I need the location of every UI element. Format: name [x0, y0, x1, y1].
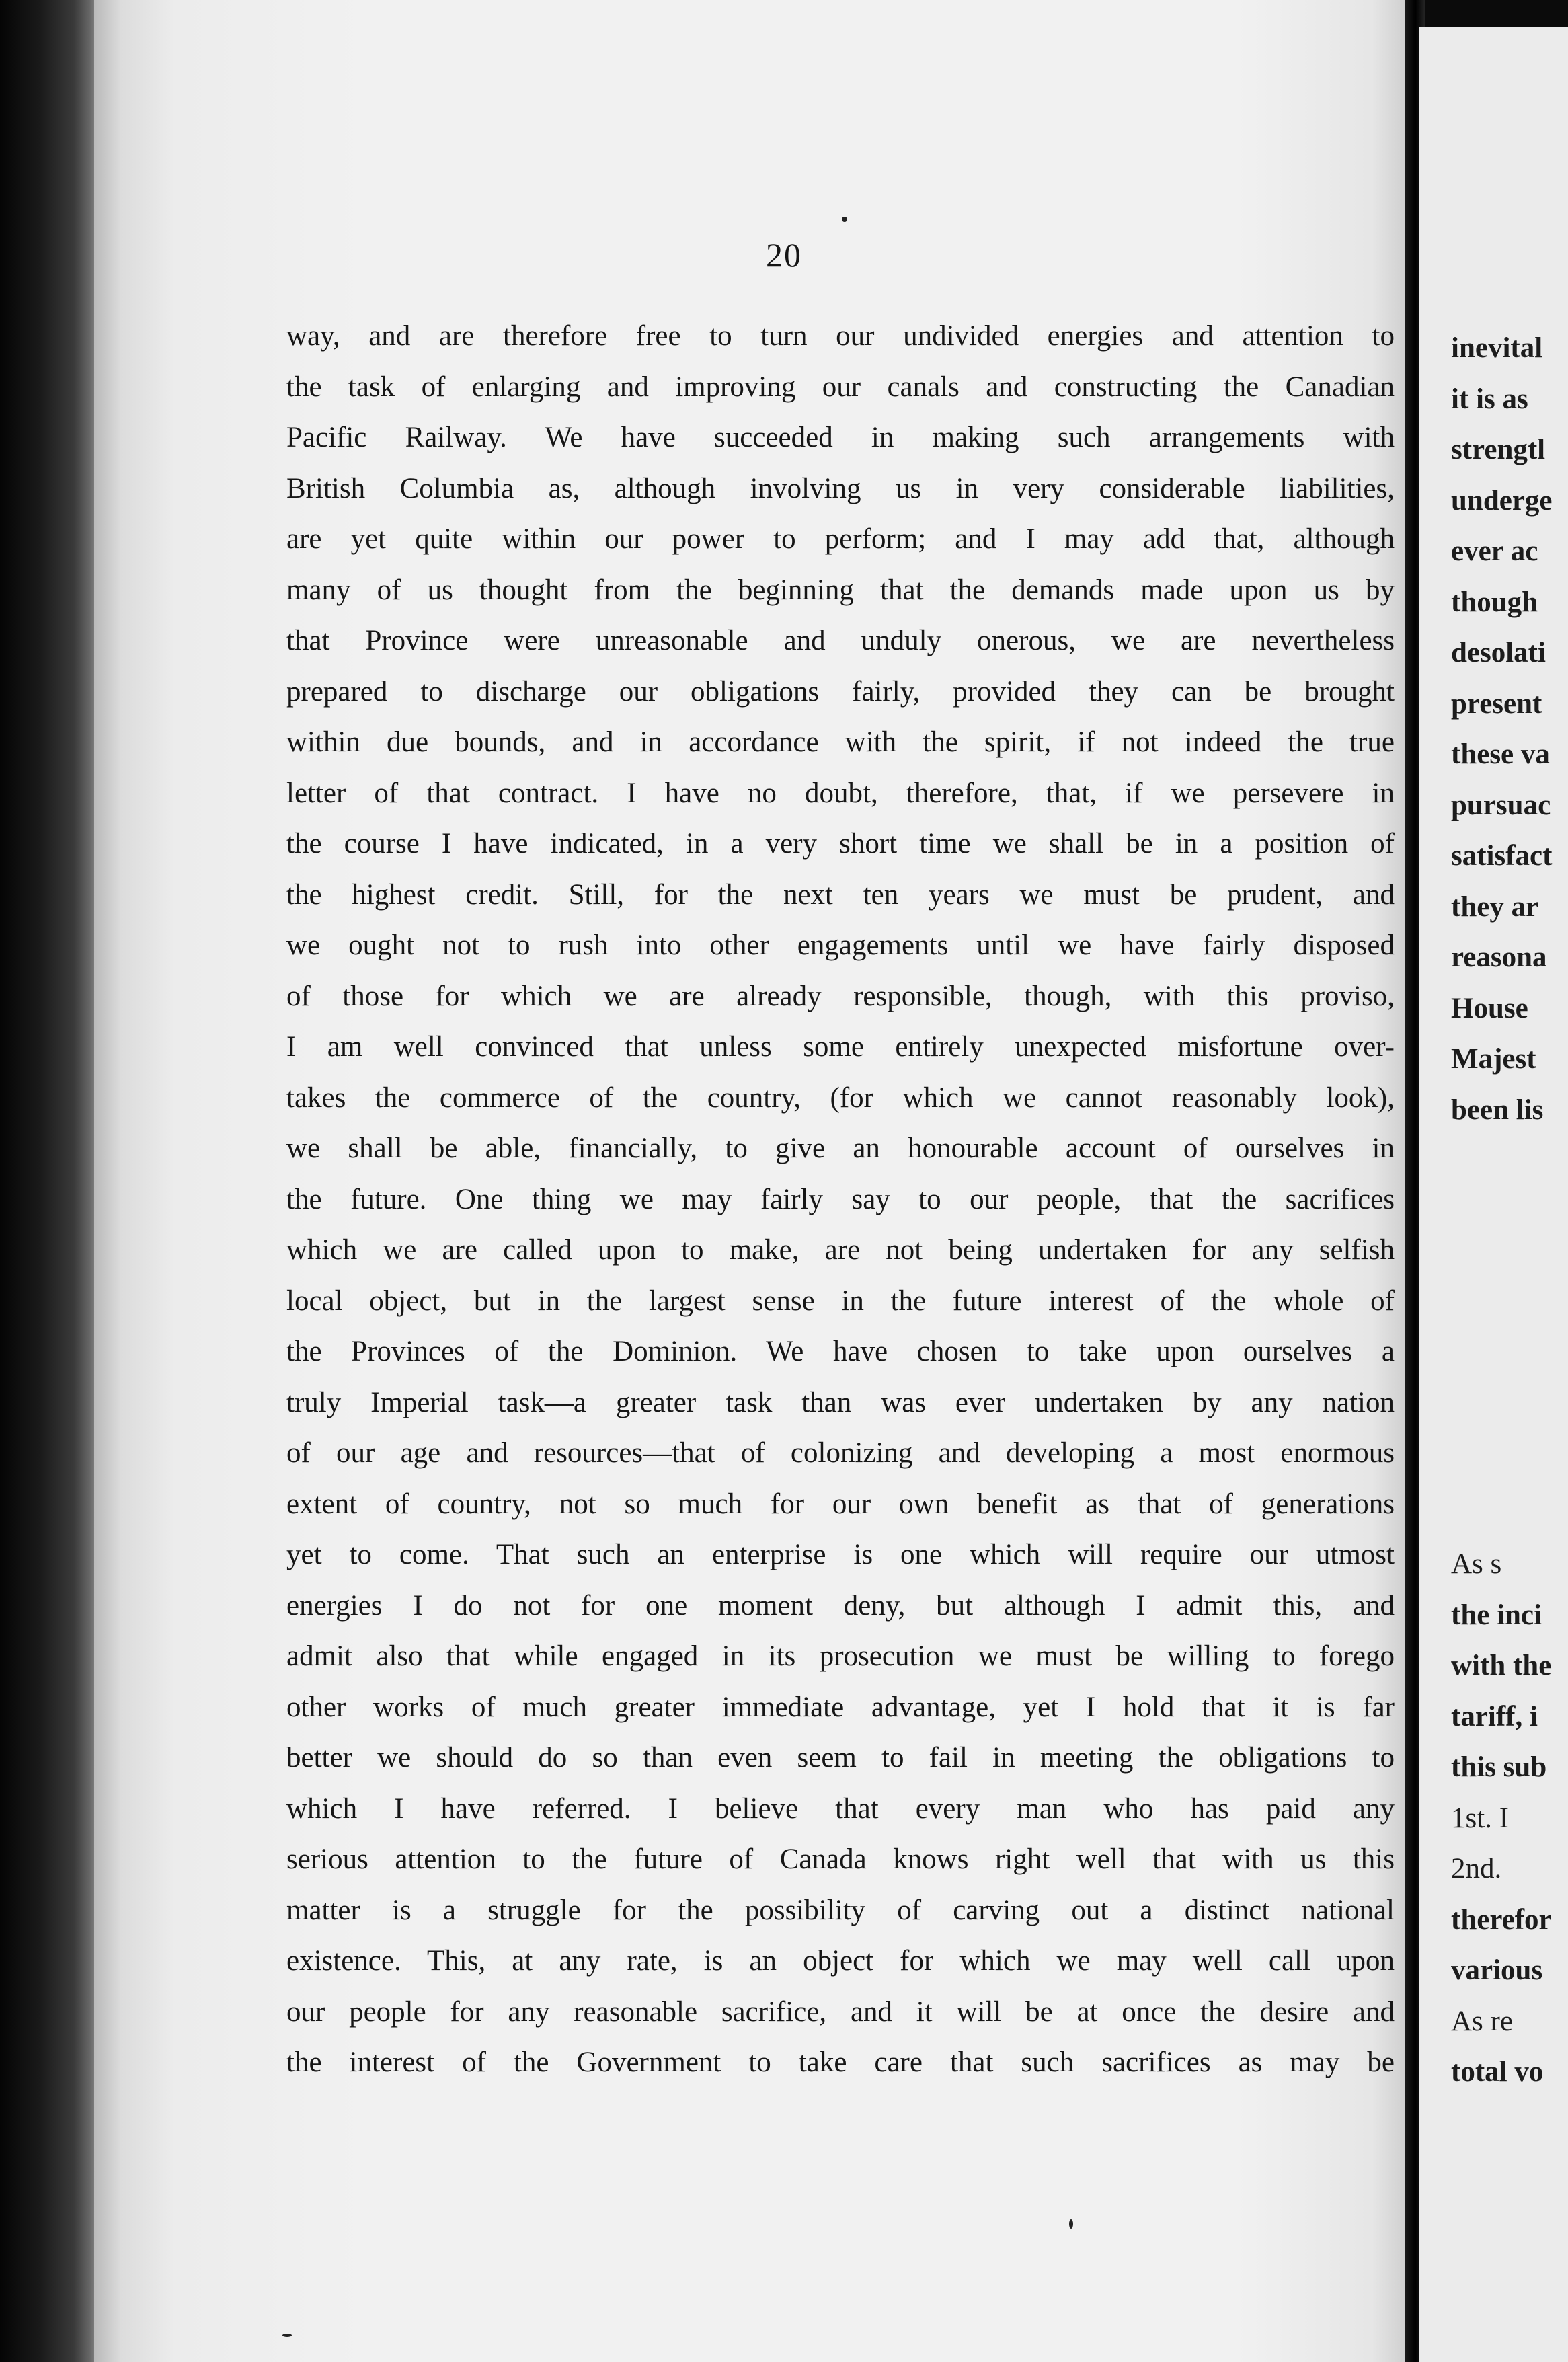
body-text	[286, 311, 1395, 2088]
facing-page-bottom-text	[1419, 1539, 1568, 2098]
facing-line: this sub	[1451, 1751, 1547, 1783]
facing-line: Majest	[1451, 1043, 1536, 1075]
facing-line: reasona	[1451, 942, 1547, 973]
body-text-line: admit also that while engaged in its prosecution we must be willing to forego	[286, 1640, 1395, 1672]
facing-line: 1st. I	[1451, 1802, 1509, 1834]
facing-line: these va	[1451, 738, 1550, 770]
facing-line: As s	[1451, 1548, 1502, 1580]
body-text-line: extent of country, not so much for our own benefit as that of generations	[286, 1488, 1395, 1520]
body-text-line: prepared to discharge our obligations fairly, provided they can be brought	[286, 675, 1395, 708]
body-text-line: matter is a struggle for the possibility of carving out a distinct national	[286, 1894, 1395, 1926]
body-text-line: the course I have indicated, in a very short time we shall be in a position of	[286, 828, 1395, 860]
facing-line: ever ac	[1451, 535, 1538, 567]
facing-line: As re	[1451, 2005, 1513, 2037]
facing-line: various	[1451, 1954, 1543, 1986]
body-text-line: better we should do so than even seem to fail in meeting the obligations to	[286, 1742, 1395, 1774]
facing-line: the inci	[1451, 1599, 1542, 1631]
facing-line: present	[1451, 687, 1542, 720]
body-text-line: way, and are therefore free to turn our undivided energies and attention to	[286, 320, 1395, 352]
body-text-line: that Province were unreasonable and unduly onerous, we are nevertheless	[286, 625, 1395, 656]
facing-line: they ar	[1451, 890, 1539, 923]
body-text-line: the interest of the Government to take care that such sacrifices as may be	[286, 2047, 1395, 2078]
body-text-line: we ought not to rush into other engagements until we have fairly disposed	[286, 929, 1395, 961]
body-text-line: I am well convinced that unless some entirely unexpected misfortune over-	[286, 1031, 1395, 1063]
facing-line: therefor	[1451, 1903, 1552, 1936]
facing-line: pursuac	[1451, 789, 1551, 821]
body-text-line: of those for which we are already responsible, though, with this proviso,	[286, 980, 1395, 1012]
facing-line: total vo	[1451, 2056, 1544, 2088]
facing-line: desolati	[1451, 637, 1546, 669]
body-text-line: the Provinces of the Dominion. We have chosen to take upon ourselves a	[286, 1336, 1395, 1367]
body-text-line: the future. One thing we may fairly say to our people, that the sacrifices	[286, 1183, 1395, 1215]
facing-line: tariff, i	[1451, 1700, 1538, 1732]
body-text-line: energies I do not for one moment deny, but although I admit this, and	[286, 1589, 1395, 1622]
facing-line: it is as	[1451, 383, 1528, 415]
facing-line: though	[1451, 586, 1538, 618]
body-text-line: yet to come. That such an enterprise is one which will require our utmost	[286, 1539, 1395, 1570]
page-number: 20	[766, 236, 802, 274]
facing-line: underge	[1451, 484, 1553, 517]
facing-line: been lis	[1451, 1094, 1544, 1126]
body-text-line: which I have referred. I believe that every man who has paid any	[286, 1792, 1395, 1825]
facing-page	[1419, 27, 1568, 2362]
body-text-line: other works of much greater immediate advantage, yet I hold that it is far	[286, 1691, 1395, 1723]
body-text-line: are yet quite within our power to perform; and I may add that, although	[286, 523, 1395, 555]
body-text-line: truly Imperial task—a greater task than was ever undertaken by any nation	[286, 1386, 1395, 1418]
facing-line: 2nd.	[1451, 1853, 1502, 1884]
facing-page-top-text	[1419, 323, 1568, 1135]
body-text-line: takes the commerce of the country, (for which we cannot reasonably look),	[286, 1081, 1395, 1114]
facing-line: House	[1451, 992, 1528, 1024]
body-text-line: letter of that contract. I have no doubt, therefore, that, if we persevere in	[286, 777, 1395, 809]
body-text-line: the task of enlarging and improving our canals and constructing the Canadian	[286, 371, 1395, 403]
body-text-line: we shall be able, financially, to give an honourable account of ourselves in	[286, 1133, 1395, 1164]
body-text-line: our people for any reasonable sacrifice, and it will be at once the desire and	[286, 1995, 1395, 2028]
body-text-line: which we are called upon to make, are not being undertaken for any selfish	[286, 1234, 1395, 1266]
facing-line: with the	[1451, 1650, 1552, 1681]
body-text-line: existence. This, at any rate, is an object for which we may well call upon	[286, 1945, 1395, 1977]
facing-line: satisfact	[1451, 840, 1553, 872]
book-binding-edge	[0, 0, 101, 2362]
body-text-line: local object, but in the largest sense in the future interest of the whole of	[286, 1285, 1395, 1317]
ink-speck	[282, 2334, 292, 2337]
facing-line: strengtl	[1451, 434, 1546, 465]
ink-speck	[842, 217, 847, 222]
body-text-line: British Columbia as, although involving us in very considerable liabilities,	[286, 472, 1395, 504]
body-text-line: the highest credit. Still, for the next ten years we must be prudent, and	[286, 878, 1395, 911]
ink-speck	[1069, 2219, 1073, 2229]
facing-line: inevital	[1451, 332, 1543, 364]
body-text-line: Pacific Railway. We have succeeded in making such arrangements with	[286, 422, 1395, 453]
body-text-line: many of us thought from the beginning that the demands made upon us by	[286, 574, 1395, 606]
body-text-line: of our age and resources—that of colonizing and developing a most enormous	[286, 1437, 1395, 1469]
body-text-line: serious attention to the future of Canada knows right well that with us this	[286, 1843, 1395, 1875]
body-text-line: within due bounds, and in accordance with the spirit, if not indeed the true	[286, 726, 1395, 758]
